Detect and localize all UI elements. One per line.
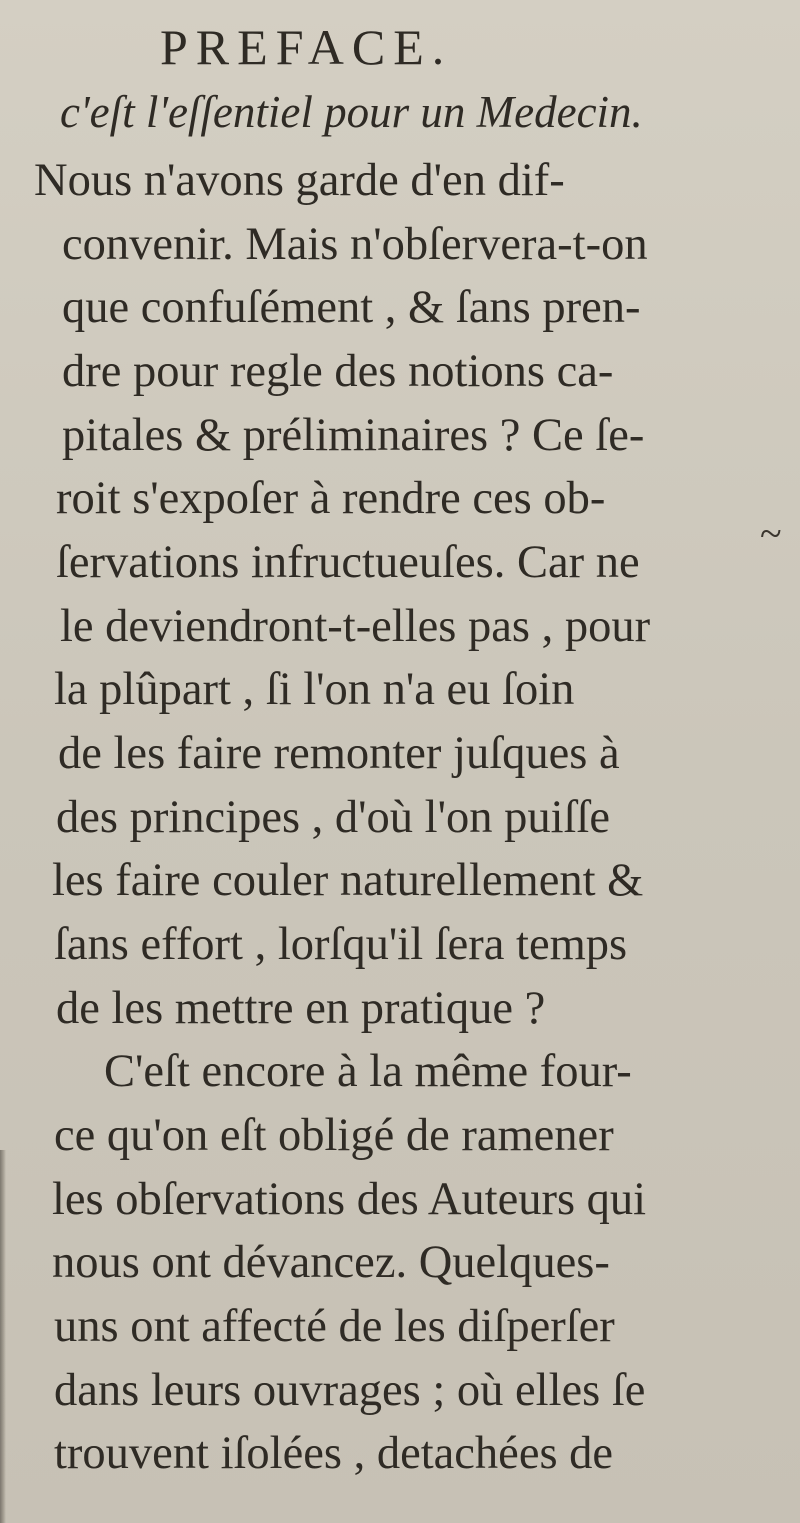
text-line-17: les obſervations des Auteurs qui [52,1173,647,1225]
text-line-15: C'eſt encore à la même four- [104,1046,632,1098]
page-edge-shadow [0,1150,6,1523]
text-line-12: les faire couler naturellement & [52,855,644,907]
text-line-1: Nous n'avons garde d'en dif- [34,155,565,206]
text-line-11: des principes , d'où l'on puiſſe [56,791,611,843]
subtitle-line: c'eſt l'eſſentiel pour un Medecin. [60,87,643,137]
text-line-4: dre pour regle des notions ca- [62,346,614,397]
margin-mark: ~ [760,511,782,556]
text-line-7: ſervations infructueuſes. Car ne [56,537,640,588]
text-line-16: ce qu'on eſt obligé de ramener [54,1110,614,1161]
text-line-21: trouvent iſolées , detachées de [54,1428,614,1480]
text-line-13: ſans effort , lorſqu'il ſera temps [54,919,628,970]
text-line-8: le deviendront-t-elles pas , pour [60,600,651,652]
running-head: PREFACE. [160,19,453,75]
text-line-9: la plûpart , ſi l'on n'a eu ſoin [54,664,575,716]
text-line-5: pitales & préliminaires ? Ce ſe- [62,409,645,461]
text-line-10: de les faire remonter juſques à [58,728,620,779]
text-line-14: de les mettre en pratique ? [56,982,546,1034]
text-line-20: dans leurs ouvrages ; où elles ſe [54,1364,646,1416]
text-line-2: convenir. Mais n'obſervera-t-on [62,218,648,270]
text-line-19: uns ont affecté de les diſperſer [54,1301,615,1352]
text-line-3: que confuſément , & ſans pren- [62,282,641,334]
text-line-6: roit s'expoſer à rendre ces ob- [56,473,606,525]
text-line-18: nous ont dévancez. Quelques- [52,1237,610,1289]
